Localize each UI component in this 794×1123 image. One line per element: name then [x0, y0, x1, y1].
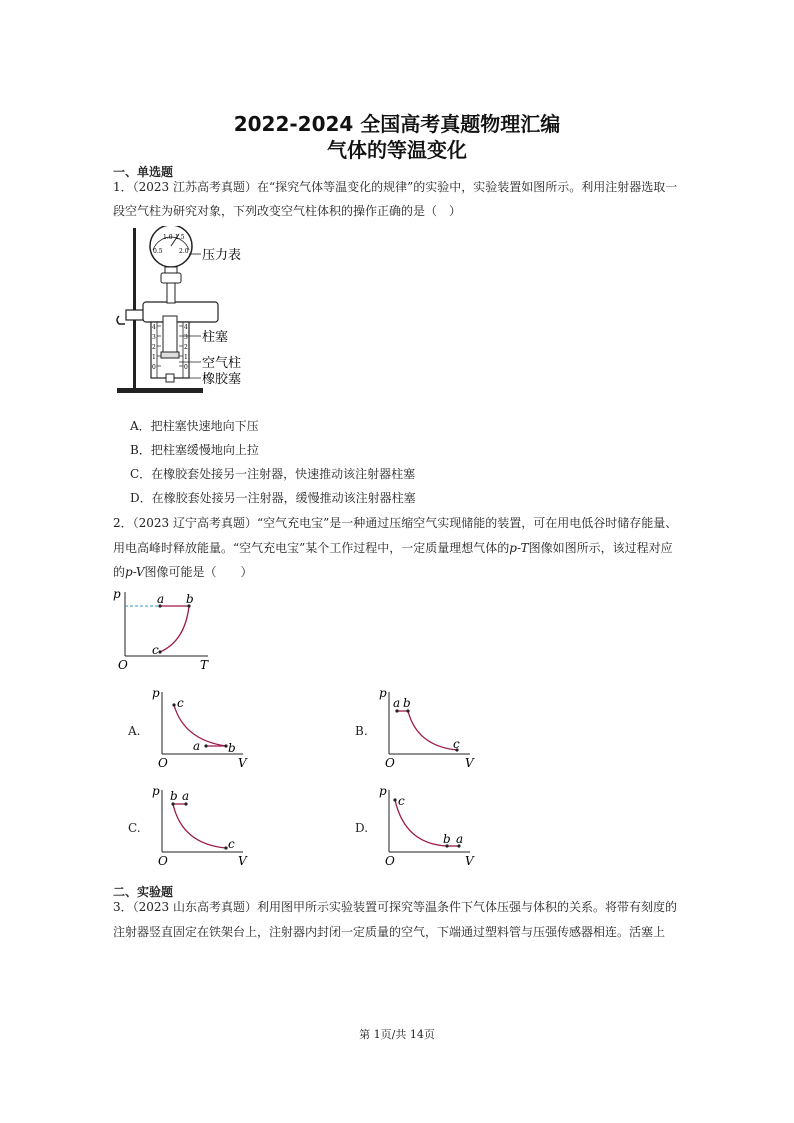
document-subtitle: 气体的等温变化 [327, 138, 467, 162]
point-c: c [228, 837, 235, 851]
syringe-scale-0r: 0 [184, 364, 188, 371]
axis-p: p [379, 686, 387, 700]
syringe-scale-2: 2 [152, 344, 156, 351]
q1-option-c[interactable]: C．在橡胶套处接另一注射器，快速推动该注射器柱塞 [130, 467, 416, 481]
syringe-scale-2r: 2 [184, 344, 188, 351]
axis-V: V [465, 756, 474, 770]
axis-V: V [238, 854, 247, 868]
point-a: a [182, 789, 190, 803]
q3-text-line2: 注射器竖直固定在铁架台上，注射器内封闭一定质量的空气，下端通过塑料管与压强传感器相连。活塞上 [113, 925, 666, 939]
label-rubber-stopper: 橡胶塞 [202, 372, 242, 387]
syringe-apparatus-figure [113, 226, 273, 402]
gauge-scale-1-0: 1.0 [163, 234, 173, 241]
q1-option-a[interactable]: A．把柱塞快速地向下压 [130, 419, 259, 433]
point-b: b [443, 832, 451, 846]
origin-O: O [385, 854, 395, 868]
syringe-scale-3: 3 [152, 334, 156, 341]
gauge-scale-1-5: 1.5 [175, 234, 185, 241]
point-a: a [456, 832, 464, 846]
p-T-graph [110, 586, 220, 672]
point-c: c [152, 643, 159, 657]
point-c: c [398, 794, 405, 808]
q1-option-d[interactable]: D．在橡胶套处接另一注射器，缓慢推动该注射器柱塞 [130, 491, 416, 505]
q2-option-b-graph[interactable] [375, 682, 485, 772]
axis-T: T [200, 658, 209, 672]
q2-option-c-graph[interactable] [148, 780, 258, 870]
point-b: b [228, 741, 236, 755]
axis-p: p [379, 784, 387, 798]
q1-text-line1: 1．（2023 江苏高考真题）在“探究气体等温变化的规律”的实验中，实验装置如图所示。利用注射器选取一 [113, 180, 678, 194]
q3-text-line1: 3．（2023 山东高考真题）利用图甲所示实验装置可探究等温条件下气体压强与体积的关系。将带有刻度的 [113, 900, 677, 914]
point-a: a [193, 739, 201, 753]
point-c: c [453, 737, 460, 751]
label-pressure-gauge: 压力表 [202, 248, 242, 263]
axis-p: p [152, 686, 160, 700]
q2-text-line2: 用电高峰时释放能量。“空气充电宝”某个工作过程中，一定质量理想气体的p-T图像如图所示，该过程对应 [113, 541, 673, 555]
syringe-scale-4r: 4 [184, 324, 188, 331]
origin-O: O [158, 854, 168, 868]
origin-O: O [385, 756, 395, 770]
point-a: a [393, 696, 401, 710]
document-title: 2022-2024 全国高考真题物理汇编 [233, 112, 561, 136]
q2-option-d-label[interactable]: D. [355, 821, 369, 835]
q2-option-d-graph[interactable] [375, 780, 485, 870]
axis-V: V [465, 854, 474, 868]
axis-p: p [113, 587, 121, 601]
section-heading-experiment: 二、实验题 [113, 885, 174, 899]
q1-text-line2: 段空气柱为研究对象，下列改变空气柱体积的操作正确的是（ ） [113, 204, 462, 218]
syringe-scale-0: 0 [152, 364, 156, 371]
q1-option-b[interactable]: B．把柱塞缓慢地向上拉 [130, 443, 259, 457]
gauge-scale-2-0: 2.0 [179, 248, 189, 255]
syringe-scale-1: 1 [152, 354, 156, 361]
axis-p: p [152, 784, 160, 798]
syringe-scale-3r: 3 [184, 334, 188, 341]
label-air-column: 空气柱 [202, 356, 242, 371]
q2-option-a-graph[interactable] [148, 682, 258, 772]
point-b: b [403, 696, 411, 710]
q2-option-b-label[interactable]: B. [355, 724, 368, 738]
point-a: a [157, 592, 165, 606]
q2-option-a-label[interactable]: A. [128, 724, 141, 738]
page-footer: 第 1页/共 14页 [359, 1028, 435, 1041]
syringe-scale-1r: 1 [184, 354, 188, 361]
q2-text-line3: 的p-V图像可能是（ ） [113, 565, 253, 579]
point-c: c [177, 696, 184, 710]
label-piston: 柱塞 [202, 330, 229, 345]
section-heading-single-choice: 一、单选题 [113, 165, 174, 179]
gauge-scale-0-5: 0.5 [153, 248, 163, 255]
origin-O: O [158, 756, 168, 770]
origin-O: O [118, 658, 128, 672]
syringe-scale-4: 4 [152, 324, 156, 331]
q2-option-c-label[interactable]: C. [128, 821, 141, 835]
point-b: b [170, 789, 178, 803]
q2-text-line1: 2．（2023 辽宁高考真题）“空气充电宝”是一种通过压缩空气实现储能的装置，可在用电低谷时储存能量、 [113, 516, 678, 530]
point-b: b [186, 592, 194, 606]
axis-V: V [238, 756, 247, 770]
